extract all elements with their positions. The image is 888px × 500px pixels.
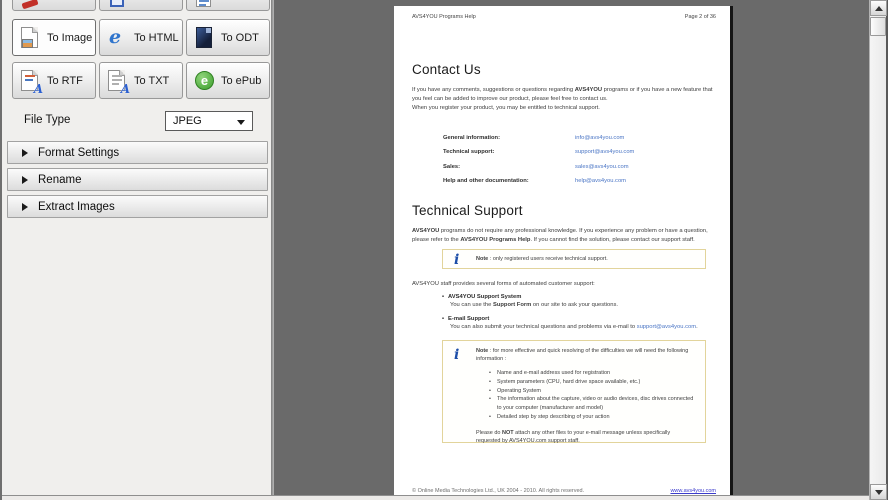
to-txt-button[interactable] — [99, 62, 183, 99]
to-epub-button[interactable] — [186, 62, 270, 99]
website-link[interactable]: www.avs4you.com — [670, 488, 716, 494]
section-extract-images-label: Extract Images — [38, 200, 115, 213]
file-type-dropdown[interactable] — [165, 111, 253, 131]
note-1-text: Note : only registered users receive technical support. — [476, 256, 608, 262]
contact-label: Technical support: — [443, 149, 495, 155]
epub-icon — [194, 69, 216, 93]
contact-email-link[interactable]: help@avs4you.com — [575, 178, 626, 184]
contact-row — [443, 178, 718, 184]
scroll-up-button[interactable] — [870, 0, 887, 16]
note-2-item: • The information about the capture, video or audio devices, disc drives connected to your computer (manufacturer and model) — [489, 395, 697, 413]
note-box-2 — [442, 340, 706, 443]
scrollbar-thumb[interactable] — [870, 17, 886, 36]
contact-label: Sales: — [443, 164, 461, 170]
note-2-list — [443, 369, 705, 422]
rtf-file-icon: A — [20, 69, 42, 93]
copyright-text: © Online Media Technologies Ltd., UK 2004 - 2010. All rights reserved. — [412, 488, 585, 494]
to-html-button[interactable] — [99, 19, 183, 56]
to-epub-label: To ePub — [221, 74, 262, 87]
expand-arrow-icon — [22, 203, 28, 211]
note-box-1 — [442, 249, 706, 269]
support-bullet-system — [442, 294, 718, 308]
note-2-item: • System parameters (CPU, hard drive space available, etc.) — [489, 378, 697, 387]
technical-support-paragraph: AVS4YOU programs do not require any professional knowledge. If you experience any problem or have a question, please refer to the AVS4YOU Programs Help. If you cannot find the solution, please contact our support staff. — [412, 228, 708, 243]
docx-file-icon — [194, 0, 216, 5]
section-format-settings-label: Format Settings — [38, 146, 120, 159]
to-rtf-label: To RTF — [47, 74, 83, 87]
scroll-down-button[interactable] — [870, 484, 887, 500]
section-rename[interactable] — [7, 168, 268, 191]
contact-row — [443, 135, 718, 141]
contact-label: Help and other documentation: — [443, 178, 529, 184]
txt-file-icon: A — [107, 69, 129, 93]
bullet-title: • AVS4YOU Support System — [442, 294, 718, 300]
contact-row — [443, 164, 718, 170]
contact-email-link[interactable]: info@avs4you.com — [575, 135, 625, 141]
note-2-intro: Note : for more effective and quick resolving of the difficulties we will need the following information : — [476, 348, 689, 362]
to-html-label: To HTML — [134, 31, 179, 44]
expand-arrow-icon — [22, 149, 28, 157]
contact-email-link[interactable]: sales@avs4you.com — [575, 164, 629, 170]
info-icon — [454, 347, 459, 363]
scroll-down-icon — [875, 490, 883, 495]
note-2-item: • Detailed step by step describing of your action — [489, 413, 697, 422]
to-rtf-button[interactable] — [12, 62, 96, 99]
html-browser-icon: e — [109, 25, 122, 48]
bullet-body: You can use the Support Form on our site to ask your questions. — [450, 301, 618, 308]
to-image-button[interactable] — [12, 19, 96, 56]
format-button-partial-1[interactable] — [12, 0, 96, 11]
support-bullet-email — [442, 316, 718, 330]
page-number: Page 2 of 36 — [684, 14, 716, 20]
to-odt-label: To ODT — [221, 31, 259, 44]
bullet-title: • E-mail Support — [442, 316, 718, 322]
window-bottom-edge — [2, 495, 869, 500]
contact-row — [443, 149, 718, 155]
page-header-title: AVS4YOU Programs Help — [412, 14, 476, 20]
expand-arrow-icon — [22, 176, 28, 184]
note-2-item: • Name and e-mail address used for registration — [489, 369, 697, 378]
support-forms-paragraph: AVS4YOU staff provides several forms of automated customer support: — [412, 281, 595, 287]
format-button-partial-2[interactable] — [99, 0, 183, 11]
document-page — [394, 6, 733, 495]
contact-label: General information: — [443, 135, 501, 141]
image-file-icon — [20, 26, 42, 50]
contact-intro-paragraph: If you have any comments, suggestions or questions regarding AVS4YOU programs or if you have a new feature that you feel can be added to improve our product, please feel free to contact us. — [412, 87, 713, 102]
pdf-file-icon — [20, 0, 42, 5]
note-2-footer: Please do NOT attach any other files to your e-mail message unless specifically requested by AVS4YOU.com support staff. — [476, 429, 671, 444]
to-image-label: To Image — [47, 31, 93, 44]
to-txt-label: To TXT — [134, 74, 170, 87]
doc-file-icon — [107, 0, 129, 5]
contact-email-link[interactable]: support@avs4you.com — [575, 149, 635, 155]
conversion-panel — [2, 0, 271, 495]
contact-us-heading: Contact Us — [412, 62, 481, 77]
to-odt-button[interactable] — [186, 19, 270, 56]
technical-support-heading: Technical Support — [412, 203, 523, 218]
info-icon — [454, 252, 459, 268]
file-type-label: File Type — [24, 114, 71, 126]
scroll-up-icon — [875, 6, 883, 11]
section-format-settings[interactable] — [7, 141, 268, 164]
dropdown-arrow-icon — [237, 120, 245, 125]
format-button-partial-3[interactable] — [186, 0, 270, 11]
bullet-body: You can also submit your technical questions and problems via e-mail to support@avs4you.com. — [450, 323, 698, 330]
section-rename-label: Rename — [38, 173, 82, 186]
section-extract-images[interactable] — [7, 195, 268, 218]
register-paragraph: When you register your product, you may be entitled to technical support. — [412, 105, 600, 111]
vertical-scrollbar[interactable] — [869, 0, 886, 500]
file-type-value: JPEG — [173, 115, 202, 127]
note-2-item: • Operating System — [489, 387, 697, 396]
odt-file-icon — [194, 26, 216, 50]
document-preview-area — [274, 0, 869, 495]
